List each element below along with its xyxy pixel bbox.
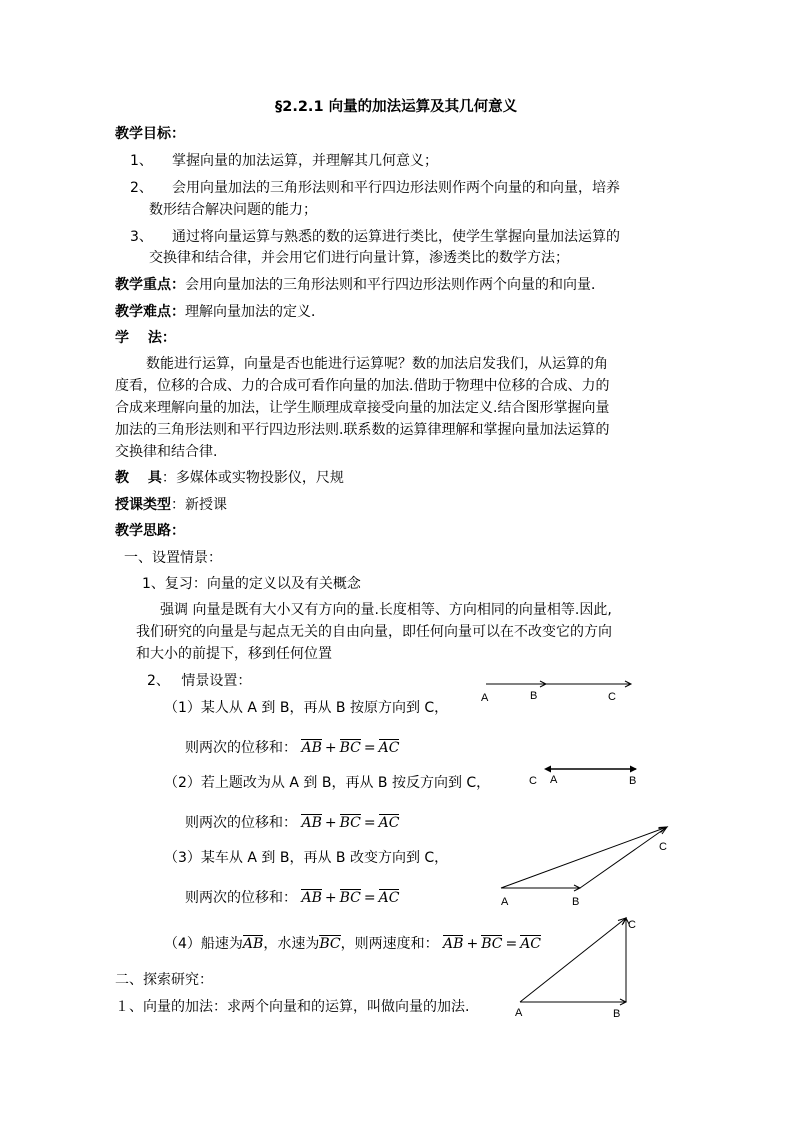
objective-2-text: 会用向量加法的三角形法则和平行四边形法则作两个向量的和向量，培养 bbox=[172, 180, 620, 196]
objective-3-num: 3、 bbox=[130, 229, 153, 245]
difficulty-text: 理解向量加法的定义． bbox=[185, 304, 325, 320]
page-title: §2.2.1 向量的加法运算及其几何意义 bbox=[275, 99, 518, 115]
objective-2-cont: 数形结合解决问题的能力； bbox=[149, 202, 317, 218]
case-2-sum bbox=[185, 811, 399, 833]
vector-ac: AC bbox=[378, 740, 400, 756]
vector-ab: AB bbox=[301, 890, 322, 906]
section2-item-1: １、向量的加法：求两个向量和的运算，叫做向量的加法. bbox=[115, 999, 470, 1015]
difficulty-label: 教学难点： bbox=[115, 304, 185, 320]
tools bbox=[115, 468, 344, 488]
point-b-label: B bbox=[629, 775, 637, 787]
vector-bc: BC bbox=[339, 740, 361, 756]
case-4-part-1: （4）船速为 bbox=[164, 936, 243, 952]
scenario-heading: 2、 情景设置： bbox=[147, 673, 252, 689]
equals-sign: = bbox=[363, 815, 376, 831]
emphasis-line-2: 我们研究的向量是与起点无关的自由向量，即任何向量可以在不改变它的方向 bbox=[136, 624, 612, 640]
point-a-label: A bbox=[550, 774, 558, 786]
lesson-type bbox=[115, 495, 227, 515]
method-label: 学 法： bbox=[115, 330, 176, 346]
vector-ac-arrow bbox=[520, 918, 626, 1002]
case-4-part-2: ，水速为 bbox=[263, 936, 320, 952]
point-b-label: B bbox=[530, 690, 538, 702]
figure-2-opposite bbox=[530, 763, 642, 777]
case-1-sum bbox=[185, 736, 399, 758]
plus-sign: + bbox=[324, 740, 337, 756]
objective-2-num: 2、 bbox=[130, 180, 153, 196]
objectives-heading: 教学目标： bbox=[115, 126, 185, 142]
equals-sign: = bbox=[363, 890, 376, 906]
case-3-sum-label: 则两次的位移和： bbox=[185, 890, 297, 906]
vector-bc-arrow bbox=[580, 827, 667, 888]
case-3-prompt: （3）某车从 A 到 B，再从 B 改变方向到 C， bbox=[164, 850, 449, 866]
vector-ac: AC bbox=[378, 815, 400, 831]
emphasis-line-3: 和大小的前提下，移到任何位置 bbox=[136, 646, 332, 662]
vector-ab: AB bbox=[443, 936, 464, 952]
tools-label: 教 具 bbox=[115, 470, 162, 486]
emphasis-line-1: 强调 向量是既有大小又有方向的量.长度相等、方向相同的向量相等.因此, bbox=[160, 602, 612, 618]
case-2-sum-label: 则两次的位移和： bbox=[185, 815, 297, 831]
vector-ac-arrow bbox=[501, 827, 667, 888]
point-a-label: A bbox=[501, 896, 509, 908]
equals-sign: = bbox=[363, 740, 376, 756]
key-point-label: 教学重点： bbox=[115, 277, 185, 293]
key-point-text: 会用向量加法的三角形法则和平行四边形法则作两个向量的和向量． bbox=[185, 277, 605, 293]
lesson-type-label: 授课类型 bbox=[115, 497, 171, 513]
lesson-type-text: ：新授课 bbox=[171, 497, 227, 513]
point-c-label: C bbox=[659, 841, 667, 853]
vector-ab: AB bbox=[301, 740, 322, 756]
tools-text: ：多媒体或实物投影仪，尺规 bbox=[161, 470, 344, 486]
objective-3-cont: 交换律和结合律，并会用它们进行向量计算，渗透类比的数学方法； bbox=[149, 250, 569, 266]
case-1-sum-label: 则两次的位移和： bbox=[185, 740, 297, 756]
case-2-prompt: （2）若上题改为从 A 到 B，再从 B 按反方向到 C， bbox=[164, 775, 491, 791]
case-1-prompt: （1）某人从 A 到 B，再从 B 按原方向到 C， bbox=[164, 700, 449, 716]
section2-heading: 二、探索研究： bbox=[115, 972, 213, 988]
method-line-3: 合成来理解向量的加法，让学生顺理成章接受向量的加法定义.结合图形掌握向量 bbox=[115, 400, 610, 416]
case-4-line bbox=[164, 932, 541, 954]
point-a-label: A bbox=[481, 692, 489, 704]
objective-1-text: 掌握向量的加法运算，并理解其几何意义； bbox=[172, 153, 438, 169]
vector-bc: BC bbox=[481, 936, 503, 952]
case-4-part-3: ，则两速度和： bbox=[340, 936, 439, 952]
point-c-label: C bbox=[529, 775, 537, 787]
point-c-label: C bbox=[628, 919, 636, 931]
key-point bbox=[115, 275, 605, 295]
equals-sign: = bbox=[505, 936, 518, 952]
point-b-label: B bbox=[572, 896, 580, 908]
review-line: 1、复习：向量的定义以及有关概念 bbox=[142, 576, 361, 592]
arrowhead bbox=[544, 766, 551, 773]
objective-1-num: 1、 bbox=[130, 153, 153, 169]
method-line-5: 交换律和结合律. bbox=[115, 444, 218, 460]
approach-heading: 教学思路： bbox=[115, 523, 185, 539]
vector-bc: BC bbox=[339, 890, 361, 906]
plus-sign: + bbox=[324, 890, 337, 906]
plus-sign: + bbox=[466, 936, 479, 952]
point-b-label: B bbox=[613, 1008, 621, 1020]
case-3-sum bbox=[185, 886, 399, 908]
point-c-label: C bbox=[608, 691, 616, 703]
figure-1-collinear bbox=[480, 678, 640, 692]
method-line-1: 数能进行运算，向量是否也能进行运算呢？数的加法启发我们，从运算的角 bbox=[146, 356, 608, 372]
plus-sign: + bbox=[324, 815, 337, 831]
figure-3-triangle bbox=[495, 822, 675, 894]
figure-4-right-triangle bbox=[512, 912, 636, 1010]
point-a-label: A bbox=[515, 1007, 523, 1019]
vector-bc: BC bbox=[319, 936, 341, 952]
section1-heading: 一、设置情景： bbox=[124, 550, 222, 566]
method-line-4: 加法的三角形法则和平行四边形法则.联系数的运算律理解和掌握向量加法运算的 bbox=[115, 422, 610, 438]
vector-bc: BC bbox=[339, 815, 361, 831]
objective-3-text: 通过将向量运算与熟悉的数的运算进行类比，使学生掌握向量加法运算的 bbox=[172, 229, 620, 245]
difficulty bbox=[115, 302, 325, 322]
method-line-2: 度看，位移的合成、力的合成可看作向量的加法.借助于物理中位移的合成、力的 bbox=[115, 378, 610, 394]
vector-ab: AB bbox=[301, 815, 322, 831]
vector-ac: AC bbox=[520, 936, 542, 952]
arrowhead bbox=[630, 766, 637, 773]
vector-ac: AC bbox=[378, 890, 400, 906]
vector-ab: AB bbox=[242, 936, 264, 952]
